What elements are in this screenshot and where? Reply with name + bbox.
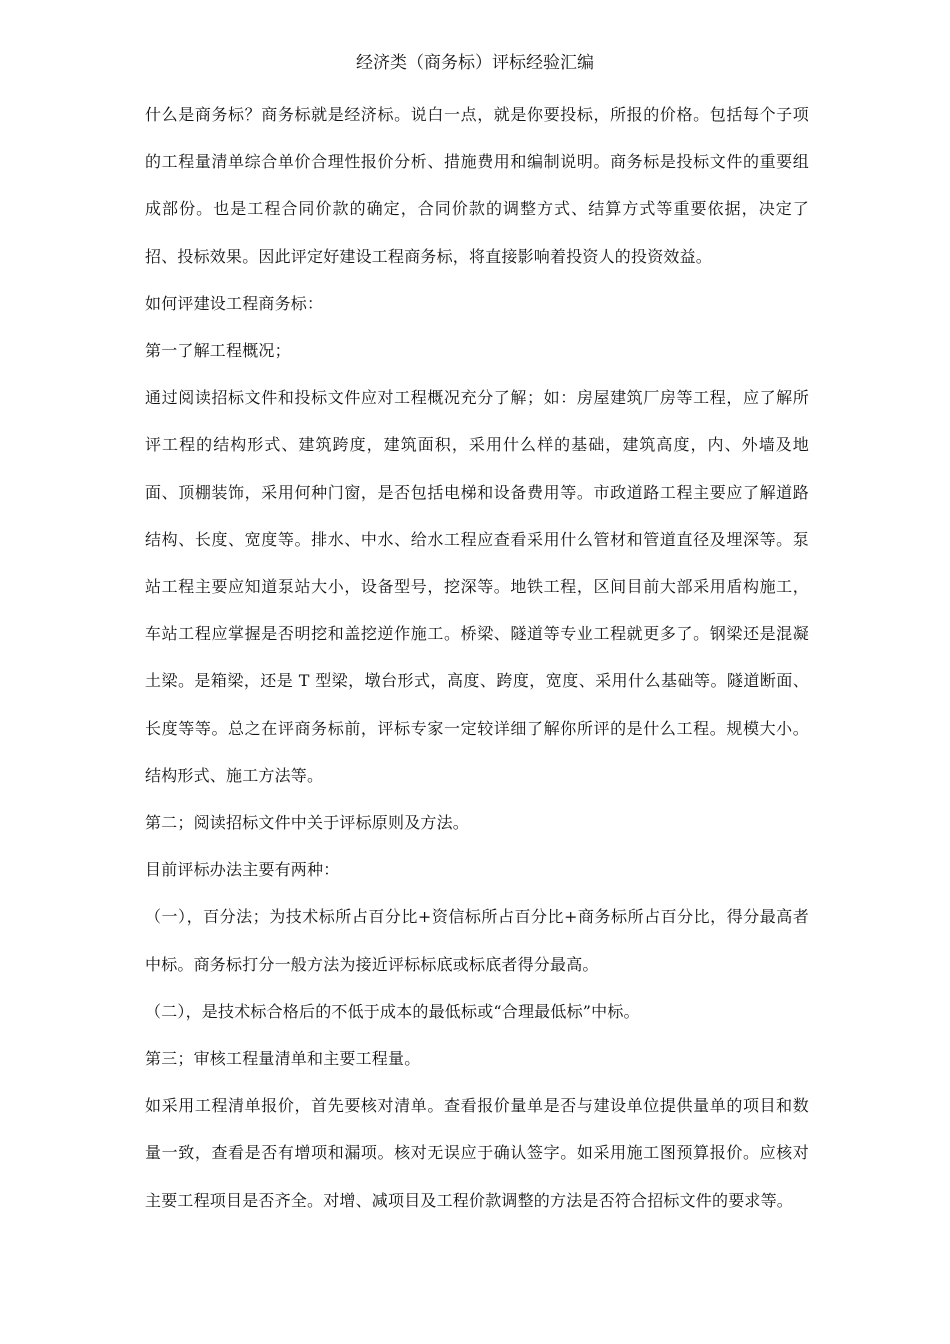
paragraph-step-1-heading: 第一了解工程概况； [145,341,291,361]
paragraph-methods-intro: 目前评标办法主要有两种： [145,860,340,880]
document-body [145,91,809,1224]
paragraph-step-1-body: 通过阅读招标文件和投标文件应对工程概况充分了解；如：房屋建筑厂房等工程，应了解所评工程的结构形式、建筑跨度，建筑面积，采用什么样的基础，建筑高度，内、外墙及地面、顶棚装饰，采用何种门窗，是否包括电梯和设备费用等。市政道路工程主要应了解道路结构、长度、宽度等。排水、中水、给水工程应查看采用什么管材和管道直径及埋深等。泵站工程主要应知道泵站大小，设备型号，挖深等。地铁工程，区间目前大部采用盾构施工，车站工程应掌握是否明挖和盖挖逆作施工。桥梁、隧道等专业工程就更多了。钢梁还是混凝土梁。是箱梁，还是 T 型梁，墩台形式，高度、跨度，宽度、采用什么基础等。隧道断面、长度等等。总之在评商务标前，评标专家一定较详细了解你所评的是什么工程。规模大小。结构形式、施工方法等。 [145,388,809,785]
paragraph-step-2-heading: 第二；阅读招标文件中关于评标原则及方法。 [145,813,470,833]
paragraph-step-3-heading: 第三；审核工程量清单和主要工程量。 [145,1049,421,1069]
paragraph-intro: 什么是商务标？商务标就是经济标。说白一点，就是你要投标，所报的价格。包括每个子项的工程量清单综合单价合理性报价分析、措施费用和编制说明。商务标是投标文件的重要组成部份。也是工程合同价款的确定，合同价款的调整方式、结算方式等重要依据，决定了招、投标效果。因此评定好建设工程商务标，将直接影响着投资人的投资效益。 [145,105,809,266]
paragraph-method-1: （一），百分法；为技术标所占百分比+资信标所占百分比+商务标所占百分比，得分最高者中标。商务标打分一般方法为接近评标标底或标底者得分最高。 [145,907,809,974]
paragraph-method-2: （二），是技术标合格后的不低于成本的最低标或“合理最低标”中标。 [145,1001,640,1021]
paragraph-step-3-body: 如采用工程清单报价，首先要核对清单。查看报价量单是否与建设单位提供量单的项目和数量一致，查看是否有增项和漏项。核对无误应于确认签字。如采用施工图预算报价。应核对主要工程项目是否齐全。对增、减项目及工程价款调整的方法是否符合招标文件的要求等。 [145,1096,809,1210]
paragraph-how-to-evaluate: 如何评建设工程商务标： [145,293,324,313]
document-title: 经济类（商务标）评标经验汇编 [356,53,594,73]
